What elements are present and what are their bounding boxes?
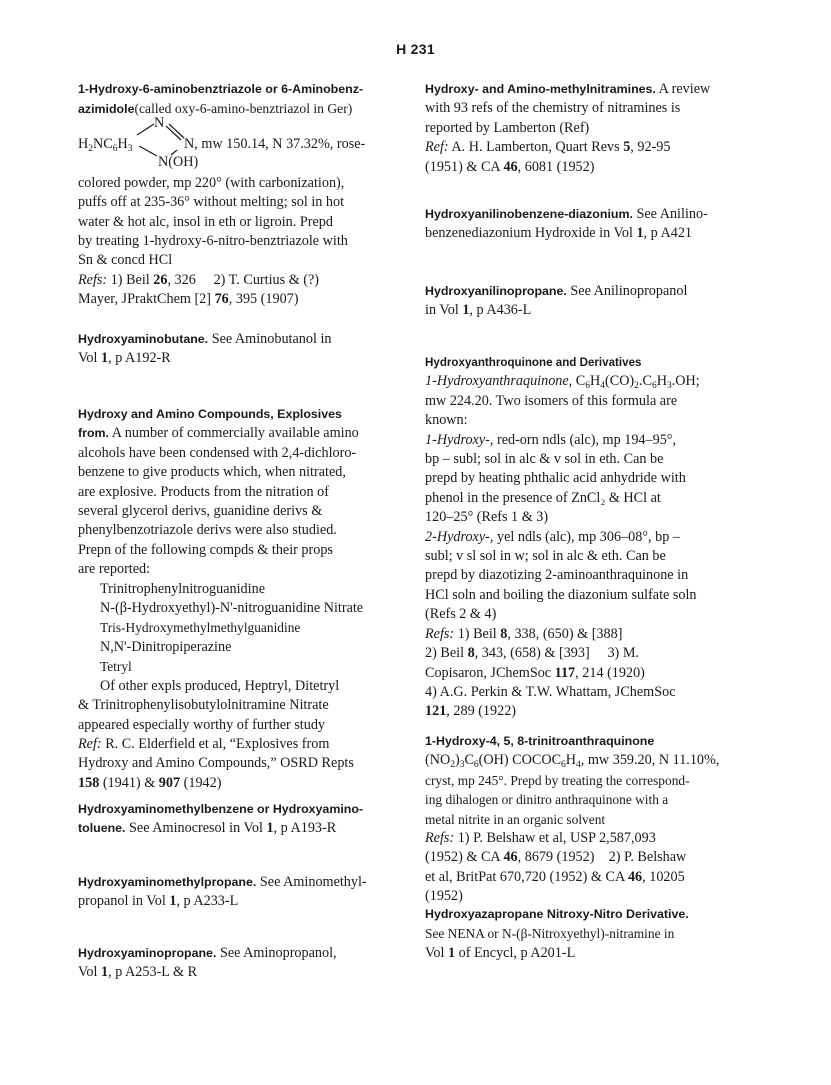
formula-left-group: $H_2NC_6H_3$: [78, 135, 133, 154]
entry-text: benzenediazonium Hydroxide in Vol 1, p A421: [425, 225, 693, 242]
entry-hydroxyaminobutane: [78, 330, 413, 369]
text-line: benzene to give products which, when nitrated,: [78, 464, 346, 481]
refs-line: (1952) & CA 46, 8679 (1952) 2) P. Belshaw: [425, 849, 687, 866]
entry-title: 1-Hydroxy-6-aminobenztriazole or 6-Aminobenz-: [78, 82, 364, 96]
text-line: Vol 1 of Encycl, p A201-L: [425, 944, 576, 961]
refs-line: 2) Beil 8, 343, (658) & [393] 3) M.: [425, 645, 639, 662]
text-line: See NENA or N-(β-Nitroxyethyl)-nitramine in: [425, 926, 675, 942]
ref-line: Ref: A. H. Lamberton, Quart Revs 5, 92-95: [425, 139, 671, 156]
text-line: 120–25° (Refs 1 & 3): [425, 509, 549, 526]
entry-hydroxyazapropane: [425, 905, 765, 963]
isomer-line: 1-Hydroxy-, red-orn ndls (alc), mp 194–95°,: [425, 431, 677, 448]
text-line: ing dihalogen or dinitro anthraquinone with a: [425, 792, 669, 808]
entry-text: in Vol 1, p A436-L: [425, 302, 532, 319]
compound-item: N-(β-Hydroxyethyl)-N'-nitroguanidine Nitrate: [100, 600, 364, 617]
text-line: subl; v sl sol in w; sol in alc & eth. Can be: [425, 548, 666, 565]
text-line: HCl soln and boiling the diazonium sulfate soln: [425, 586, 697, 603]
entry-hydroxyaminopropane: Hydroxyaminopropane. See Aminopropanol, Vol 1, p A253-L & R: [78, 944, 413, 983]
entry-hydroxy-amino-methylnitramines: Hydroxy- and Amino-methylnitramines. A review with 93 refs of the chemistry of nitramines is reported by Lamberton (Ref) Ref: A. H. Lamberton, Quart Revs 5, 92-95 (1951) & CA 46, 6081 (1952): [425, 80, 765, 177]
text-line: bp – subl; sol in alc & v sol in eth. Can be: [425, 451, 664, 468]
text-line: Of other expls produced, Heptryl, Ditetryl: [100, 677, 340, 694]
entry-hydroxyaminomethylpropane: Hydroxyaminomethylpropane. See Aminomethyl- propanol in Vol 1, p A233-L: [78, 873, 413, 912]
text-line: are reported:: [78, 561, 151, 578]
text-line: reported by Lamberton (Ref): [425, 119, 590, 136]
text-line: puffs off at 235-36° without melting; sol in hot: [78, 194, 345, 211]
entry-hydroxyaminomethylbenzene: Hydroxyaminomethylbenzene or Hydroxyamino- toluene. See Aminocresol in Vol 1, p A193-R: [78, 802, 364, 837]
compound-item: N,N'-Dinitropiperazine: [100, 638, 232, 655]
text-line: are explosive. Products from the nitration of: [78, 483, 329, 500]
entry-text: Vol 1, p A192-R: [78, 350, 171, 367]
text-line: alcohols have been condensed with 2,4-dichloro-: [78, 444, 357, 461]
formula-line: 1-Hydroxyanthraquinone, $C_6H_4(CO)_2.C_6H_3.OH$;: [425, 373, 700, 392]
entry-title: Hydroxy and Amino Compounds, Explosives: [78, 407, 342, 421]
entry-hydroxy-aminobenztriazole: [78, 80, 413, 310]
entry-title: 1-Hydroxy-4, 5, 8-trinitroanthraquinone: [425, 734, 655, 748]
text-line: metal nitrite in an organic solvent: [425, 811, 606, 827]
text-line: mw 224.20. Two isomers of this formula are: [425, 392, 678, 409]
entry-title: Hydroxyaminobutane.: [78, 332, 209, 346]
entry-hydroxyanthroquinone: [425, 353, 765, 722]
text-line: phenol in the presence of ZnCl₂ & HCl at: [425, 489, 661, 506]
isomer-line: 2-Hydroxy-, yel ndls (alc), mp 306–08°, bp –: [425, 528, 680, 545]
refs-line: (1952): [425, 888, 463, 905]
refs-line: Mayer, JPraktChem [2] 76, 395 (1907): [78, 291, 299, 308]
entry-text: See Aminobutanol in: [208, 331, 332, 347]
entry-title-cont: toluene.: [78, 821, 126, 836]
text-line: by treating 1-hydroxy-6-nitro-benztriazole with: [78, 233, 348, 250]
text-line: several glycerol derivs, guanidine derivs &: [78, 503, 323, 520]
refs-line: Refs: 1) Beil 8, 338, (650) & [388]: [425, 625, 623, 642]
entry-title: Hydroxy- and Amino-methylnitramines.: [425, 82, 656, 96]
entry-text: propanol in Vol 1, p A233-L: [78, 893, 239, 910]
formula-n-right-text: N, mw 150.14, N 37.32%, rose-: [184, 135, 366, 152]
text-line: cryst, mp 245°. Prepd by treating the correspond-: [425, 772, 690, 788]
text-line: Sn & concd HCl: [78, 252, 173, 269]
structural-formula: [78, 114, 413, 174]
ref-line: Ref: R. C. Elderfield et al, “Explosives from: [78, 735, 330, 752]
text-line: (Refs 2 & 4): [425, 606, 497, 623]
text-line: with 93 refs of the chemistry of nitramines is: [425, 100, 681, 117]
entry-title: Hydroxyaminomethylpropane.: [78, 875, 257, 889]
entry-title: Hydroxyanthroquinone and Derivatives: [425, 356, 642, 369]
refs-line: 121, 289 (1922): [425, 703, 517, 720]
text-line: Prepn of the following compds & their props: [78, 541, 333, 558]
formula-n-top: N: [154, 114, 165, 131]
text-line: known:: [425, 412, 468, 429]
entry-title: Hydroxyanilinobenzene-diazonium.: [425, 207, 633, 221]
entry-hydroxyanilinobenzene-diazonium: Hydroxyanilinobenzene-diazonium. See Anilino- benzenediazonium Hydroxide in Vol 1, p A421: [425, 205, 765, 244]
entry-hydroxy-trinitroanthraquinone: [425, 732, 765, 907]
formula-n-oh: N(OH): [158, 153, 199, 170]
text-line: appeared especially worthy of further study: [78, 716, 326, 733]
compound-item: Tris-Hydroxymethylmethylguanidine: [100, 620, 301, 636]
entry-title-cont: azimidole: [78, 102, 135, 117]
compound-item: Tetryl: [100, 659, 132, 675]
refs-line: Copisaron, JChemSoc 117, 214 (1920): [425, 664, 645, 681]
refs-line: 4) A.G. Perkin & T.W. Whattam, JChemSoc: [425, 683, 676, 700]
compound-item: Trinitrophenylnitroguanidine: [100, 580, 265, 597]
entry-hydroxyanilinopropane: Hydroxyanilinopropane. See Anilinopropanol in Vol 1, p A436-L: [425, 282, 765, 321]
text-line: water & hot alc, insol in eth or ligroin. Prepd: [78, 213, 333, 230]
entry-hydroxy-amino-compounds: Hydroxy and Amino Compounds, Explosives from. A number of commercially available amino alcohols have been condensed with 2,4-dichloro- benzene to give products which, when nitrated, are explosive. Products from the nitration of several glycerol derivs, guanidine derivs & phenylbenzotriazole derivs were also studied. Prepn of the following compds & their props are reported: Trinitrophenylnitroguanidine N-(β-Hydroxyethyl)-N'-nitroguanidine Nitrate Tris-Hydroxymethylmethylguanidine N,N'-Dinitropiperazine Tetryl Of other expls produced, Heptryl, Ditetryl & Trinitrophenylisobutylolnitramine Nitrate appeared especially worthy of further study Ref: R. C. Elderfield et al, “Explosives from Hydroxy and Amino Compounds,” OSRD Repts 158 (1941) & 907 (1942): [78, 405, 413, 793]
text-line: prepd by heating phthalic acid anhydride with: [425, 470, 686, 487]
entry-title: Hydroxyanilinopropane.: [425, 284, 567, 298]
ref-line: Hydroxy and Amino Compounds,” OSRD Repts: [78, 755, 354, 772]
entry-text: Vol 1, p A253-L & R: [78, 964, 198, 981]
refs-line: Refs: 1) P. Belshaw et al, USP 2,587,093: [425, 830, 656, 847]
entry-title: Hydroxyaminopropane.: [78, 946, 217, 960]
entry-title: Hydroxyazapropane Nitroxy-Nitro Derivative.: [425, 907, 689, 921]
entry-title: Hydroxyaminomethylbenzene or Hydroxyamino-: [78, 802, 364, 816]
entry-title-note: (called oxy-6-amino-benztriazol in Ger): [134, 101, 353, 117]
page-number-header: H 231: [396, 41, 435, 57]
refs-line: Refs: 1) Beil 26, 326 2) T. Curtius & (?): [78, 271, 320, 288]
text-line: colored powder, mp 220° (with carbonization),: [78, 174, 345, 191]
entry-title-cont: from.: [78, 426, 109, 441]
ref-line: 158 (1941) & 907 (1942): [78, 774, 222, 791]
formula-line: $(NO_2)_3C_6(OH)$ $COCOC_6H_4$, mw 359.20, N 11.10%,: [425, 752, 720, 771]
text-line: & Trinitrophenylisobutylolnitramine Nitrate: [78, 697, 329, 714]
text-line: prepd by diazotizing 2-aminoanthraquinone in: [425, 567, 689, 584]
text-line: phenylbenzotriazole derivs were also studied.: [78, 522, 337, 539]
refs-line: et al, BritPat 670,720 (1952) & CA 46, 10205: [425, 868, 685, 885]
ref-line: (1951) & CA 46, 6081 (1952): [425, 158, 595, 175]
